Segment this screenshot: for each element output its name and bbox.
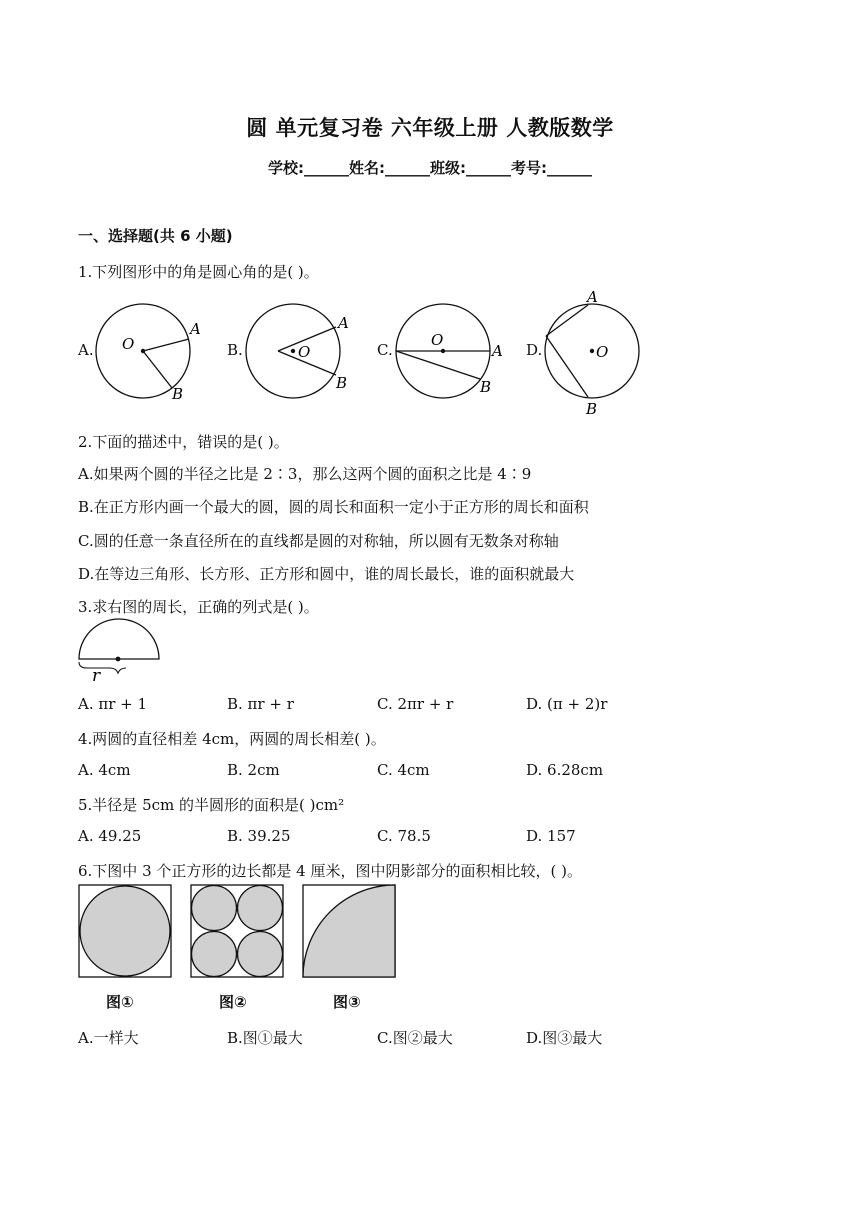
q1-figure-b	[240, 298, 360, 408]
q1-option-b: B.	[227, 341, 243, 359]
fig1-circle	[80, 886, 170, 976]
q1-option-a: A.	[78, 341, 94, 359]
q1-option-d: D.	[526, 341, 543, 359]
q4-option-a: A. 4cm	[78, 761, 131, 779]
svg-text:A: A	[338, 314, 349, 332]
svg-text:O: O	[298, 343, 311, 361]
q6-option-c: C.图②最大	[377, 1029, 453, 1047]
label-a: A	[190, 320, 201, 338]
q3-option-a: A. πr + 1	[78, 695, 148, 713]
question-5-stem: 5.半径是 5cm 的半圆形的面积是( )cm²	[78, 796, 345, 814]
question-1-stem: 1.下列图形中的角是圆心角的是( )。	[78, 263, 319, 281]
fig1-label: 图①	[106, 993, 134, 1011]
question-6-stem: 6.下图中 3 个正方形的边长都是 4 厘米，图中阴影部分的面积相比较，( )。	[78, 862, 582, 880]
svg-text:O: O	[596, 343, 609, 361]
q4-option-d: D. 6.28cm	[526, 761, 604, 779]
q2-option-d: D.在等边三角形、长方形、正方形和圆中，谁的周长最长，谁的面积就最大	[78, 565, 575, 583]
q1-figure-d	[540, 288, 660, 418]
q5-option-a: A. 49.25	[78, 827, 142, 845]
q5-option-b: B. 39.25	[227, 827, 291, 845]
svg-text:B: B	[480, 378, 492, 396]
q4-option-c: C. 4cm	[377, 761, 430, 779]
svg-text:O: O	[431, 331, 444, 349]
q6-option-d: D.图③最大	[526, 1029, 603, 1047]
fig3-label: 图③	[333, 993, 361, 1011]
svg-text:A: A	[492, 342, 503, 360]
svg-text:B: B	[586, 400, 598, 418]
student-info-line: 学校:______姓名:______班级:______考号:______	[268, 159, 592, 177]
label-o: O	[122, 335, 135, 353]
label-b: B	[172, 385, 184, 403]
q3-option-c: C. 2πr + r	[377, 695, 454, 713]
q1-figure-a	[90, 298, 210, 408]
q1-option-c: C.	[377, 341, 393, 359]
q2-option-c: C.圆的任意一条直径所在的直线都是圆的对称轴，所以圆有无数条对称轴	[78, 532, 559, 550]
svg-text:B: B	[336, 374, 348, 392]
page-title: 圆 单元复习卷 六年级上册 人教版数学	[246, 116, 614, 140]
fig2-label: 图②	[219, 993, 247, 1011]
svg-text:A: A	[587, 288, 598, 306]
q6-squares-figure	[78, 884, 398, 980]
q3-option-d: D. (π + 2)r	[526, 695, 608, 713]
question-2-stem: 2.下面的描述中，错误的是( )。	[78, 433, 289, 451]
q3-option-b: B. πr + r	[227, 695, 294, 713]
q2-option-b: B.在正方形内画一个最大的圆，圆的周长和面积一定小于正方形的周长和面积	[78, 498, 589, 516]
q4-option-b: B. 2cm	[227, 761, 280, 779]
section-title: 一、选择题(共 6 小题)	[78, 227, 233, 245]
q6-option-b: B.图①最大	[227, 1029, 303, 1047]
q5-option-c: C. 78.5	[377, 827, 431, 845]
label-r: r	[92, 666, 101, 684]
question-3-stem: 3.求右图的周长，正确的列式是( )。	[78, 598, 319, 616]
q2-option-a: A.如果两个圆的半径之比是 2∶3，那么这两个圆的面积之比是 4∶9	[78, 465, 532, 483]
question-4-stem: 4.两圆的直径相差 4cm，两圆的周长相差( )。	[78, 730, 386, 748]
q6-option-a: A.一样大	[78, 1029, 139, 1047]
q5-option-d: D. 157	[526, 827, 576, 845]
q1-figure-c	[390, 298, 510, 408]
q3-semicircle-figure	[74, 614, 166, 684]
